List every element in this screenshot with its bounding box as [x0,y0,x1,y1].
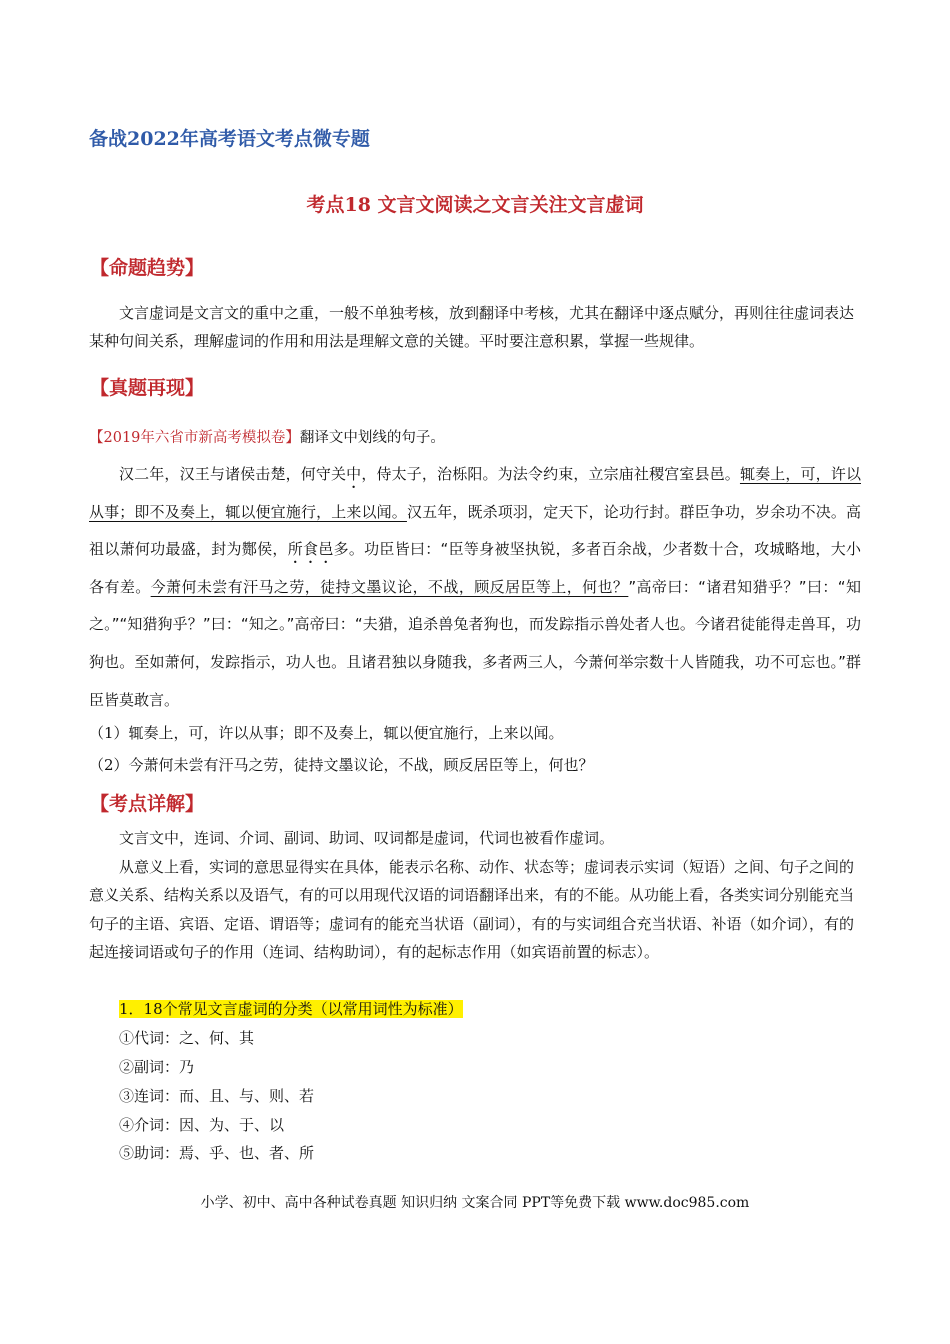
passage-paragraph [89,456,861,719]
classical-passage [89,456,861,719]
dotted-word: 中 [346,465,362,483]
underlined-sentence-1: 辄奏上，可，许以从事；即不及奏上，辄以便宜施行，上来以闻。 [89,465,861,521]
question-1: （1）辄奏上，可，许以从事；即不及奏上，辄以便宜施行，上来以闻。 [89,724,564,742]
list-item: ④介词：因、为、于、以 [119,1116,285,1134]
real-exam-heading: 【真题再现】 [90,377,205,399]
list-item: ⑤助词：焉、乎、也、者、所 [119,1144,315,1162]
list-item: ②副词：乃 [119,1058,195,1076]
source-tag: 【2019年六省市新高考模拟卷】 [89,430,300,446]
detail-section [89,824,861,967]
passage-text: ”高帝曰：“诸君知猎乎？”曰：“知之。”“知猎狗乎？”曰：“知之。”高帝曰：“夫猎，追杀兽兔者狗也，而发踪指示兽处者人也。今诸君徒能得走兽耳，功狗也。至如萧何，发踪指示，功人也。且诸君独以身随我，多者两三人，今萧何举宗数十人皆随我，功不可忘也。”群臣皆莫敢言。 [89,577,861,709]
list-item: ③连词：而、且、与、则、若 [119,1087,315,1105]
series-title: 备战2022年高考语文考点微专题 [89,128,370,150]
detail-paragraph-1: 文言文中，连词、介词、副词、助词、叹词都是虚词，代词也被看作虚词。 [119,829,615,847]
list-item: ①代词：之、何、其 [119,1029,255,1047]
passage-text: 多。功臣皆曰：“臣等身被坚执锐，多者百余战，少者数十合，攻城略地，大小各有差。 [89,540,861,596]
passage-text: ，侍太子，治栎阳。为法令约束，立宗庙社稷宫室县邑。 [361,465,740,483]
footer-text: 小学、初中、高中各种试卷真题 知识归纳 文案合同 PPT等免费下载 www.doc985.com [200,1195,750,1211]
dotted-word: 所食邑 [287,540,334,559]
detail-paragraph-2: 从意义上看，实词的意思显得实在具体，能表示名称、动作、状态等；虚词表示实词（短语）之间、句子之间的意义关系、结构关系以及语气，有的可以用现代汉语的词语翻译出来，有的不能。从功能上看，各类实词分别能充当句子的主语、宾语、定语、谓语等；虚词有的能充当状语（副词），有的与实词组合充当状语、补语（如介词），有的起连接词语或句子的作用（连词、结构助词），有的起标志作用（如宾语前置的标志）。 [89,857,855,961]
passage-text: 汉二年，汉王与诸侯击楚，何守关 [119,465,347,483]
trend-heading: 【命题趋势】 [90,257,205,279]
highlight-text: 1．18个常见文言虚词的分类（以常用词性为标准） [119,1000,463,1018]
passage-text: 汉五年，既杀项羽，定天下，论功行封。群臣争功，岁余功不决。高祖以萧何功最盛，封为酂侯， [89,502,861,559]
source-instruction: 翻译文中划线的句子。 [299,430,445,446]
trend-text: 文言虚词是文言文的重中之重，一般不单独考核，放到翻译中考核，尤其在翻译中逐点赋分，再则往往虚词表达某种句间关系，理解虚词的作用和用法是理解文意的关键。平时要注意积累，掌握一些规律。 [89,304,855,350]
highlighted-subheading [119,998,463,1019]
trend-paragraph [89,299,861,355]
detail-heading: 【考点详解】 [90,793,205,815]
question-2: （2）今萧何未尝有汗马之劳，徒持文墨议论，不战，顾反居臣等上，何也？ [89,756,594,774]
page-title: 考点18 文言文阅读之文言关注文言虚词 [306,194,644,216]
source-line [89,426,445,447]
underlined-sentence-2: 今萧何未尝有汗马之劳，徒持文墨议论，不战，顾反居臣等上，何也？ [150,577,629,596]
